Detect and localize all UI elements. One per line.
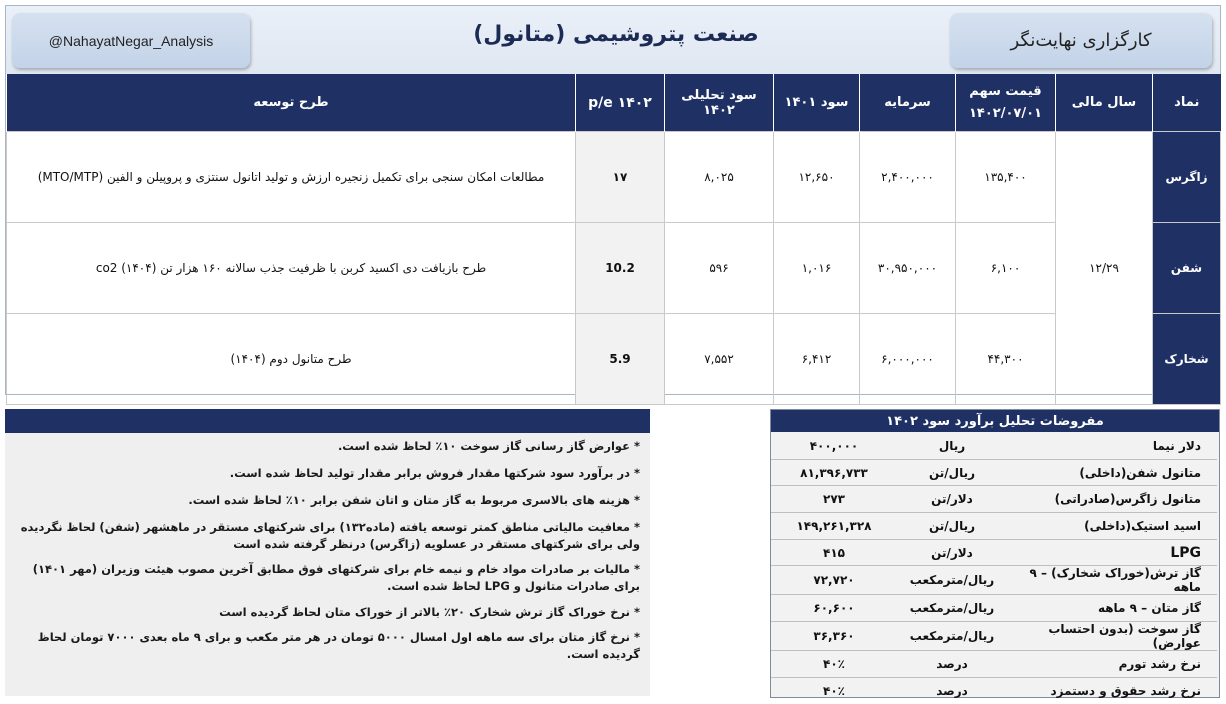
assumptions-title: مفروضات تحلیل برآورد سود ۱۴۰۲: [771, 410, 1219, 432]
note-item: * در برآورد سود شرکتها مقدار فروش برابر مقدار تولید لحاظ شده است.: [229, 466, 640, 480]
assumption-row: [771, 622, 1217, 651]
capital-cell: ۶,۰۰۰,۰۰۰: [860, 314, 956, 405]
plan-cell: طرح بازیافت دی اکسید کربن با ظرفیت جذب سالانه ۱۶۰ هزار تن co2 (۱۴۰۴): [7, 223, 576, 314]
assumption-unit: دلار/تن: [897, 486, 1007, 513]
profit-1402-cell: ۸,۰۲۵: [665, 132, 774, 223]
assumption-row: [771, 459, 1217, 486]
col-price-label: قیمت سهم ۱۴۰۲/۰۷/۰۱: [969, 83, 1042, 121]
col-capital: سرمایه: [860, 74, 956, 132]
assumption-row: [771, 433, 1217, 459]
handle-badge: @NahayatNegar_Analysis: [12, 13, 250, 68]
note-item: * مالیات بر صادرات مواد خام و نیمه خام برای شرکتهای فوق مطابق آخرین مصوب هیئت وزیران (مهر ۱۴۰۱) برای صادرات متانول و LPG لحاظ شده است.: [32, 562, 640, 593]
note-item: * معافیت مالیاتی مناطق کمتر توسعه یافته (ماده۱۳۲) برای شرکتهای مستقر در ماهشهر (شفن) لحاظ نگردیده ولی برای شرکتهای مستقر در عسلویه (زاگرس) درنظر گرفته شده است: [20, 520, 640, 551]
assumption-item: متانول شفن(داخلی): [1007, 459, 1217, 486]
assumption-value: ۳۶,۳۶۰: [771, 622, 897, 651]
assumption-value: ۸۱,۳۹۶,۷۳۳: [771, 459, 897, 486]
assumption-unit: ریال: [897, 433, 1007, 459]
profit-1401-cell: ۱,۰۱۶: [774, 223, 860, 314]
capital-cell: ۲,۴۰۰,۰۰۰: [860, 132, 956, 223]
assumption-row: [771, 595, 1217, 622]
notes-header-bar: [5, 409, 650, 433]
assumption-value: ۴۰٪: [771, 651, 897, 678]
table-row: [7, 223, 1221, 314]
note-item: * عوارض گاز رسانی گاز سوخت ۱۰٪ لحاظ شده است.: [337, 439, 640, 453]
symbol-cell: شخارک: [1153, 314, 1221, 405]
table-header-row: [7, 74, 1221, 132]
assumption-unit: دلار/تن: [897, 539, 1007, 566]
col-pe: p/e ۱۴۰۲: [576, 74, 665, 132]
brand-badge: کارگزاری نهایت‌نگر: [950, 13, 1212, 68]
assumption-row: [771, 677, 1217, 703]
assumption-unit: درصد: [897, 651, 1007, 678]
notes-panel: [5, 433, 650, 696]
main-panel: [5, 5, 1221, 395]
pe-cell: ۱۷: [576, 132, 665, 223]
assumption-item: گاز ترش(خوراک شخارک) – ۹ ماهه: [1007, 566, 1217, 595]
price-cell: ۶,۱۰۰: [956, 223, 1056, 314]
assumption-row: [771, 486, 1217, 513]
col-profit-1401: سود ۱۴۰۱: [774, 74, 860, 132]
profit-1402-cell: ۷,۵۵۲: [665, 314, 774, 405]
table-row: [7, 132, 1221, 223]
page-title: صنعت پتروشیمی (متانول): [473, 22, 759, 47]
assumption-item: نرخ رشد تورم: [1007, 651, 1217, 678]
note-item: * نرخ خوراک گاز ترش شخارک ۲۰٪ بالاتر از خوراک متان لحاظ گردیده است: [219, 605, 640, 619]
assumption-unit: ریال/مترمکعب: [897, 566, 1007, 595]
assumption-item: متانول زاگرس(صادراتی): [1007, 486, 1217, 513]
assumption-row: [771, 539, 1217, 566]
assumption-item: گاز سوخت (بدون احتساب عوارض): [1007, 622, 1217, 651]
note-item: * نرخ گاز متان برای سه ماهه اول امسال ۵۰۰۰ تومان در هر متر مکعب و برای ۹ ماه بعدی ۷۰۰۰ تومان لحاظ گردیده است.: [37, 630, 640, 661]
col-profit-1402: سود تحلیلی ۱۴۰۲: [665, 74, 774, 132]
assumption-row: [771, 651, 1217, 678]
pe-cell: 10.2: [576, 223, 665, 314]
assumption-value: ۴۰٪: [823, 683, 845, 698]
assumption-item: اسید استیک(داخلی): [1007, 513, 1217, 540]
assumption-value: ۶۰,۶۰۰: [771, 595, 897, 622]
profit-1401-cell: ۶,۴۱۲: [774, 314, 860, 405]
plan-cell: طرح متانول دوم (۱۴۰۴): [7, 314, 576, 405]
assumption-item: دلار نیما: [1007, 433, 1217, 459]
assumption-unit: ریال/مترمکعب: [897, 622, 1007, 651]
assumptions-table: [771, 433, 1217, 704]
assumption-value: ۴۱۵: [771, 539, 897, 566]
assumption-item: گاز متان – ۹ ماهه: [1007, 595, 1217, 622]
assumption-unit: درصد: [936, 683, 968, 698]
header-bar: [6, 6, 1220, 74]
col-fiscal-year: سال مالی: [1056, 74, 1153, 132]
symbol-cell: زاگرس: [1153, 132, 1221, 223]
assumption-row: [771, 513, 1217, 540]
pe-cell: 5.9: [576, 314, 665, 405]
assumption-item: LPG: [1007, 539, 1217, 566]
assumption-value: ۷۲,۷۲۰: [771, 566, 897, 595]
table-row: [7, 314, 1221, 405]
assumption-value: ۴۰۰,۰۰۰: [771, 433, 897, 459]
price-cell: ۱۳۵,۴۰۰: [956, 132, 1056, 223]
capital-cell: ۳۰,۹۵۰,۰۰۰: [860, 223, 956, 314]
col-price: [956, 74, 1056, 132]
plan-cell: مطالعات امکان سنجی برای تکمیل زنجیره ارزش و تولید اتانول سنتزی و پروپیلن و الفین (MTO/MTP): [7, 132, 576, 223]
note-item: * هزینه های بالاسری مربوط به گاز متان و اتان شفن برابر ۱۰٪ لحاظ شده است.: [188, 493, 640, 507]
assumption-unit: ریال/تن: [897, 513, 1007, 540]
col-plan: طرح توسعه: [7, 74, 576, 132]
fiscal-year-cell: ۱۲/۲۹: [1056, 132, 1153, 405]
assumption-value: ۱۴۹,۲۶۱,۳۲۸: [771, 513, 897, 540]
assumptions-panel: [770, 409, 1220, 698]
price-cell: ۴۴,۳۰۰: [956, 314, 1056, 405]
assumption-row: [771, 566, 1217, 595]
assumption-value: ۲۷۳: [771, 486, 897, 513]
companies-table: [6, 74, 1221, 405]
assumption-unit: ریال/تن: [897, 459, 1007, 486]
profit-1402-cell: ۵۹۶: [665, 223, 774, 314]
profit-1401-cell: ۱۲,۶۵۰: [774, 132, 860, 223]
assumption-unit: ریال/مترمکعب: [897, 595, 1007, 622]
symbol-cell: شفن: [1153, 223, 1221, 314]
col-symbol: نماد: [1153, 74, 1221, 132]
assumption-item: نرخ رشد حقوق و دستمزد: [1050, 683, 1201, 698]
